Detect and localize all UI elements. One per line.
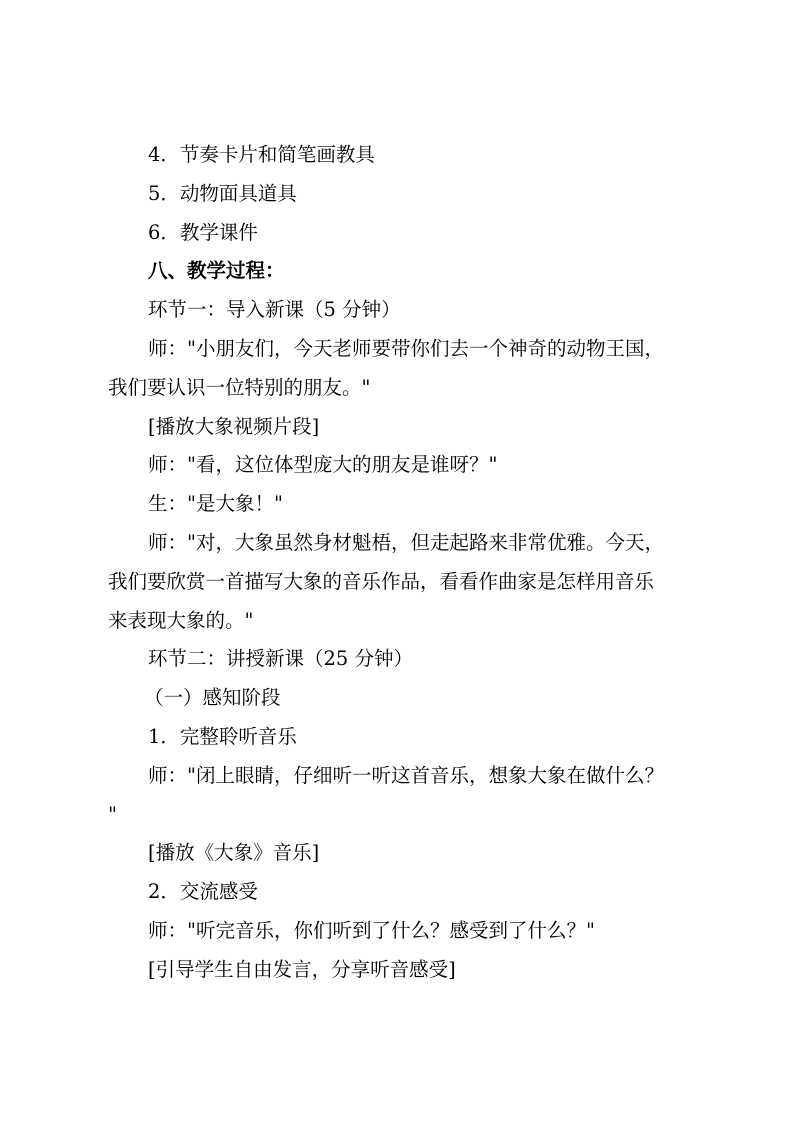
stage-direction: [播放大象视频片段] xyxy=(148,414,320,438)
stage-heading-2: 环节二：讲授新课（25 分钟） xyxy=(148,647,414,671)
paragraph-line: 师："对，大象虽然身材魁梧，但走起路来非常优雅。今天， xyxy=(148,530,664,554)
paragraph-line: 我们要认识一位特别的朋友。" xyxy=(108,375,371,399)
paragraph-line: 生："是大象！" xyxy=(148,492,283,516)
step-heading-2: 2．交流感受 xyxy=(148,880,258,904)
step-heading-1: 1．完整聆听音乐 xyxy=(148,724,297,748)
list-item-5: 5．动物面具道具 xyxy=(148,181,297,205)
stage-direction: [播放《大象》音乐] xyxy=(148,841,320,865)
paragraph-line: " xyxy=(108,802,117,826)
paragraph-line: 师："看，这位体型庞大的朋友是谁呀？" xyxy=(148,453,498,477)
document-body xyxy=(108,136,698,990)
stage-heading-1: 环节一：导入新课（5 分钟） xyxy=(148,298,401,322)
paragraph-line: 师："听完音乐，你们听到了什么？感受到了什么？" xyxy=(148,918,595,942)
paragraph-line: 师："闭上眼睛，仔细听一听这首音乐，想象大象在做什么？ xyxy=(148,763,664,787)
sub-heading-perception: （一）感知阶段 xyxy=(144,686,281,710)
stage-direction: [引导学生自由发言，分享听音感受] xyxy=(148,957,456,981)
paragraph-line: 来表现大象的。" xyxy=(108,608,254,632)
list-item-6: 6．教学课件 xyxy=(148,220,258,244)
list-item-4: 4．节奏卡片和简笔画教具 xyxy=(148,143,375,166)
paragraph-line: 师："小朋友们，今天老师要带你们去一个神奇的动物王国， xyxy=(148,336,664,360)
paragraph-line: 我们要欣赏一首描写大象的音乐作品，看看作曲家是怎样用音乐 xyxy=(108,569,655,593)
section-heading-teaching-process: 八、教学过程： xyxy=(148,259,285,283)
